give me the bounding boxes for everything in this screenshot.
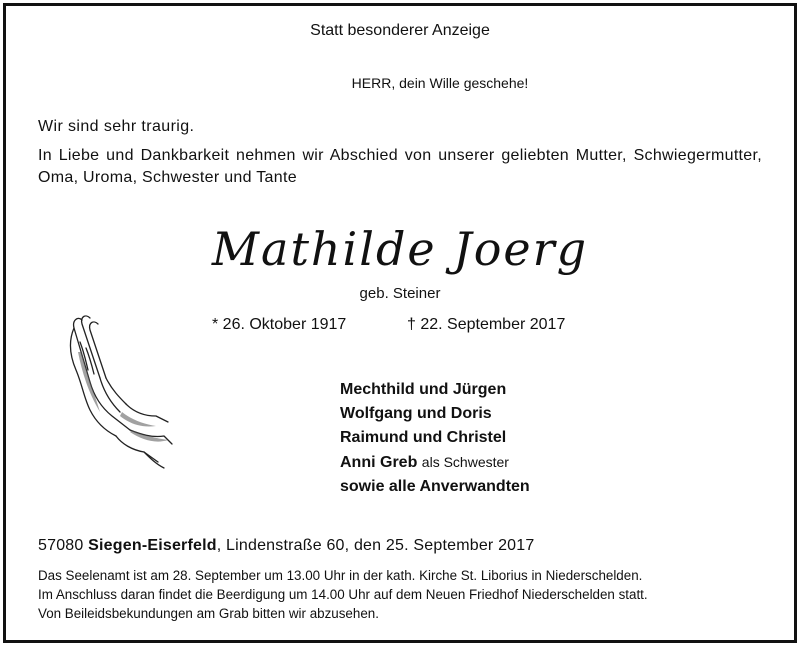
praying-hands-icon bbox=[60, 312, 180, 472]
address-rest: , Lindenstraße 60, den 25. September 2017 bbox=[216, 537, 535, 554]
address-zip: 57080 bbox=[38, 537, 84, 554]
notes-line-3: Von Beileidsbekundungen am Grab bitten wir abzusehen. bbox=[38, 606, 379, 621]
mourner-3: Raimund und Christel bbox=[340, 429, 507, 446]
birth-name: geb. Steiner bbox=[359, 285, 441, 302]
notes-line-1: Das Seelenamt ist am 28. September um 13.00 Uhr in der kath. Kirche St. Liborius in Niederschelden. bbox=[38, 568, 643, 583]
death-date: † 22. September 2017 bbox=[407, 316, 566, 333]
mourner-4-name: Anni Greb bbox=[340, 454, 418, 471]
notice-header: Statt besonderer Anzeige bbox=[310, 22, 490, 39]
mourner-1: Mechthild und Jürgen bbox=[340, 381, 507, 398]
address-line bbox=[38, 537, 534, 555]
intro-line: Wir sind sehr traurig. bbox=[38, 118, 195, 135]
birth-date: * 26. Oktober 1917 bbox=[212, 316, 347, 333]
bible-motto: HERR, dein Wille geschehe! bbox=[351, 75, 529, 91]
notes-line-2: Im Anschluss daran findet die Beerdigung um 14.00 Uhr auf dem Neuen Friedhof Niederschelden statt. bbox=[38, 587, 648, 602]
mourners-list bbox=[340, 378, 530, 499]
intro-text: In Liebe und Dankbarkeit nehmen wir Abschied von unserer geliebten Mutter, Schwiegermutter, Oma, Uroma, Schwester und Tante bbox=[38, 147, 762, 186]
mourner-5: sowie alle Anverwandten bbox=[340, 478, 530, 495]
address-city: Siegen-Eiserfeld bbox=[88, 537, 217, 554]
deceased-name: Mathilde Joerg bbox=[211, 222, 589, 276]
funeral-notes bbox=[38, 566, 762, 623]
mourner-2: Wolfgang und Doris bbox=[340, 405, 492, 422]
mourner-4-note: als Schwester bbox=[421, 454, 509, 470]
